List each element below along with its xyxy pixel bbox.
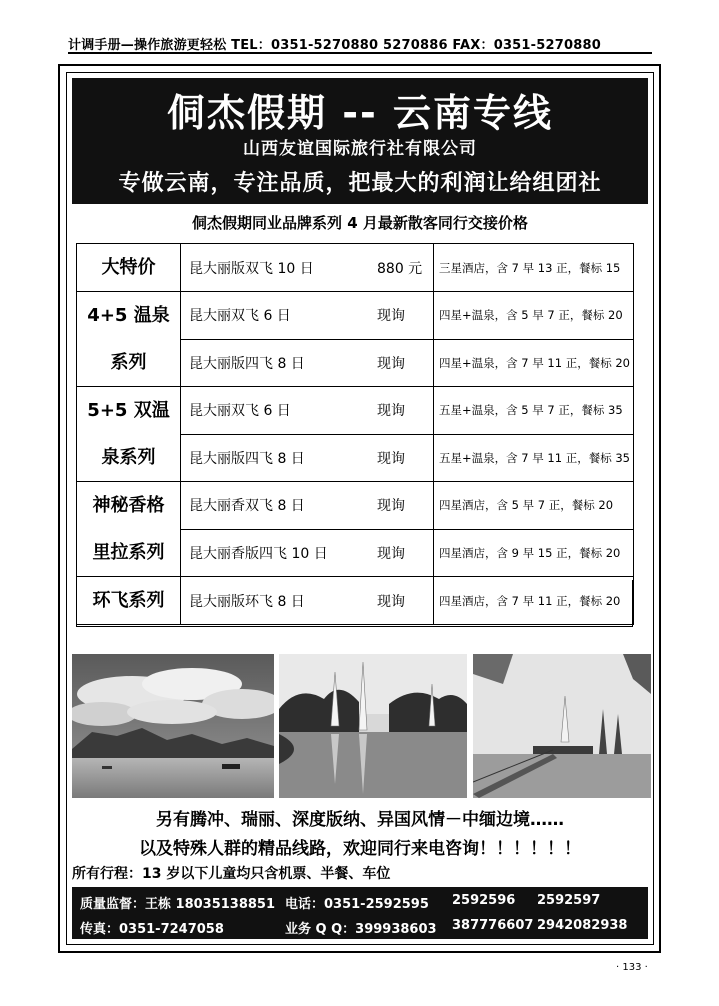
welcome-line: 以及特殊人群的精品线路，欢迎同行来电咨询！！！！！！	[139, 839, 581, 859]
route-cell	[181, 387, 434, 435]
route-note: 三星酒店，含 7 早 13 正，餐标 15	[434, 244, 634, 292]
category-label: 5+5 双温	[87, 400, 170, 421]
category-label: 4+5 温泉	[87, 305, 170, 326]
category-cell	[77, 244, 181, 292]
qq-number: 2942082938	[537, 918, 628, 933]
table-blank-row	[76, 580, 633, 627]
phone-number: 2592597	[537, 893, 601, 908]
table-row	[77, 244, 634, 292]
three-pagodas-photo	[279, 654, 467, 798]
route-name: 昆大丽版环飞 8 日	[189, 593, 305, 610]
route-name: 昆大丽双飞 6 日	[189, 403, 291, 420]
lake-mountain-photo	[72, 654, 274, 798]
supervisor-contact: 质量监督：王栋 18035138851	[80, 897, 276, 912]
route-name: 昆大丽香双飞 8 日	[189, 498, 305, 515]
route-note: 五星+温泉，含 5 早 7 正，餐标 35	[434, 387, 634, 435]
phone-number: 2592596	[452, 893, 516, 908]
price-subtitle: 侗杰假期同业品牌系列 4 月最新散客同行交接价格	[192, 214, 528, 232]
category-cell	[77, 387, 181, 482]
route-price: 现询	[377, 355, 405, 372]
route-name: 昆大丽版四飞 8 日	[189, 355, 305, 372]
table-row	[77, 387, 634, 435]
page-title: 侗杰假期 -- 云南专线	[166, 91, 553, 135]
route-cell	[181, 434, 434, 482]
slogan: 专做云南，专注品质，把最大的利润让给组团社	[118, 171, 602, 196]
category-label: 里拉系列	[92, 542, 165, 563]
company-name: 山西友谊国际旅行社有限公司	[243, 139, 477, 159]
route-cell	[181, 339, 434, 387]
route-name: 昆大丽香版四飞 10 日	[189, 545, 328, 562]
page-number: · 133 ·	[616, 962, 648, 973]
route-price: 现询	[377, 450, 405, 467]
route-price: 现询	[377, 403, 405, 420]
header-contact-line: 计调手册—操作旅游更轻松 TEL：0351-5270880 5270886 FAX：0351-5270880	[68, 38, 601, 53]
header-rule	[68, 52, 652, 54]
route-note: 四星+温泉，含 5 早 7 正，餐标 20	[434, 292, 634, 340]
route-note: 四星酒店，含 7 早 11 正，餐标 20	[434, 577, 634, 625]
route-price: 880 元	[377, 260, 423, 277]
route-note: 四星酒店，含 9 早 15 正，餐标 20	[434, 529, 634, 577]
category-label: 神秘香格	[92, 495, 165, 516]
category-cell	[77, 482, 181, 577]
route-name: 昆大丽版四飞 8 日	[189, 450, 305, 467]
route-note: 四星酒店，含 5 早 7 正，餐标 20	[434, 482, 634, 530]
route-cell	[181, 529, 434, 577]
phone-contact: 电话：0351-2592595	[285, 897, 429, 912]
price-table	[76, 243, 634, 625]
route-cell	[181, 482, 434, 530]
table-row	[77, 482, 634, 530]
route-note: 五星+温泉，含 7 早 11 正，餐标 35	[434, 434, 634, 482]
qq-number: 387776607	[452, 918, 534, 933]
table-row	[77, 292, 634, 340]
contact-footer	[72, 887, 648, 939]
category-cell	[77, 292, 181, 387]
route-price: 现询	[377, 498, 405, 515]
route-price: 现询	[377, 593, 405, 610]
lakeside-pagoda-photo	[473, 654, 651, 798]
route-price: 现询	[377, 545, 405, 562]
fax-contact: 传真：0351-7247058	[80, 922, 224, 937]
route-name: 昆大丽双飞 6 日	[189, 308, 291, 325]
route-name: 昆大丽版双飞 10 日	[189, 260, 314, 277]
route-cell	[181, 244, 434, 292]
route-note: 四星+温泉，含 7 早 11 正，餐标 20	[434, 339, 634, 387]
category-label: 环飞系列	[92, 590, 165, 611]
category-label: 大特价	[101, 257, 156, 278]
category-label: 泉系列	[101, 447, 156, 468]
route-price: 现询	[377, 308, 405, 325]
itinerary-note: 所有行程：13 岁以下儿童均只含机票、半餐、车位	[72, 866, 391, 882]
category-label: 系列	[110, 352, 147, 373]
route-cell	[181, 292, 434, 340]
extra-routes-line: 另有腾冲、瑞丽、深度版纳、异国风情－中缅边境……	[156, 810, 564, 830]
title-banner	[72, 78, 648, 204]
qq-contact: 业务 Q Q：399938603	[285, 922, 437, 937]
